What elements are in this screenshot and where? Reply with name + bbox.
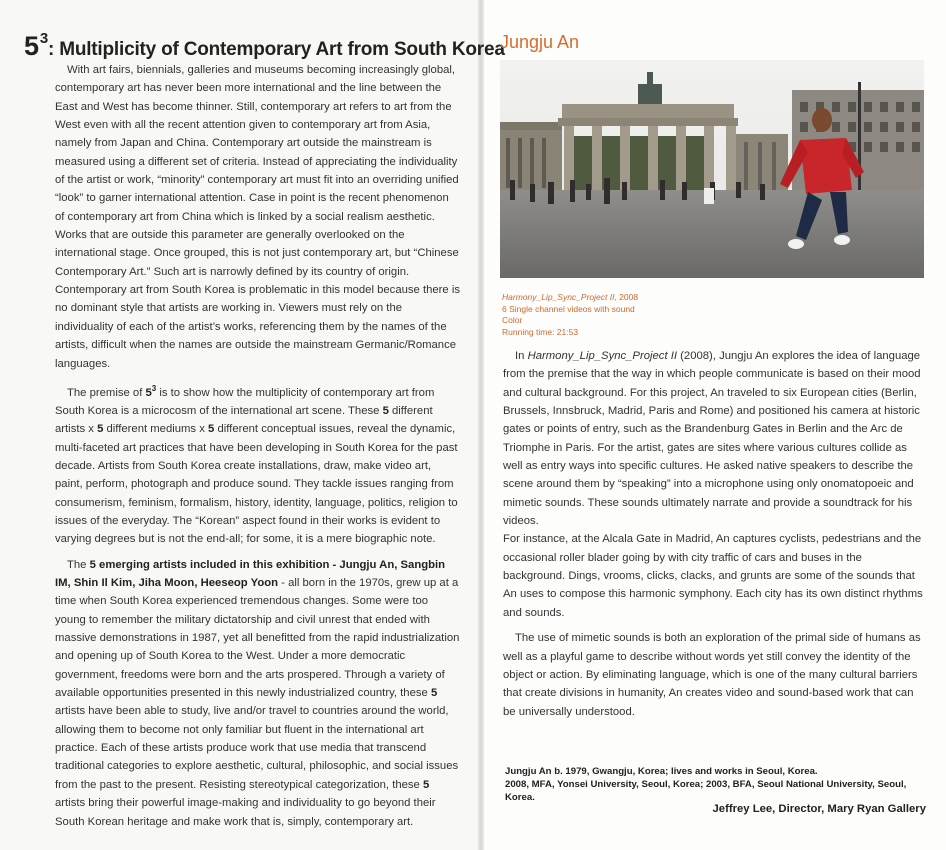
text-run: - all born in the 1970s, grew up at a time when South Korea experienced tremendous changes. Some were too young to remember the military dictatorship and civil unrest that ended with massive demonstrations in 1987, yet all benefitted from the rapid industrialization and opening up of South Korea to the West. Under a more democratic government, freedoms were born and the arts prospered. Through a variety of available opportunities presented in this newly industrialized country, these <box>55 577 460 700</box>
page-title <box>24 30 505 62</box>
text-run: artists have been able to study, live and/or travel to countries around the world, allowing them to become not only familiar but fluent in the international art practice. Each of these artists produce work that use media that transcend traditional categories to explore aesthetic, cultural, philosophic, and social issues from the past to the present. Resisting stereotypical categorization, these <box>55 705 459 791</box>
caption-year: , 2008 <box>614 292 639 302</box>
artist-paragraph-3: The use of mimetic sounds is both an exploration of the primal side of humans as well as a playful game to describe without words yet still convey the identity of the object or action. By eliminating language, which is one of the many cultural barriers that create divisions in humanity, An creates video and sound-based work that can be universally understood. <box>503 632 921 718</box>
caption-running-time: Running time: 21:53 <box>502 326 579 337</box>
text-run: is to show how the multiplicity of contemporary art from South Korea is a microcosm of the international art scene. These <box>55 386 435 417</box>
artwork-caption <box>502 292 638 338</box>
essay-body <box>55 61 461 838</box>
essay-paragraph-2 <box>55 380 461 549</box>
text-run: The premise of <box>67 386 146 399</box>
text-run: (2008), Jungju An explores the idea of language from the premise that the way in which people communicate is based on their mood and cultural background. For this project, An traveled to six European cities (Berlin, Brussels, Innsbruck, Madrid, Paris and Rome) and positioned his camera at historic gates or points of entry, such as the Brandenburg Gates in Berlin and the Arc de Triomphe in Paris. For the artist, gates are sites where various cultures collide as well as entry ways into specific cultures. He asked native speakers to describe the scene around them by “speaking” into a microphone using only onomatopoeic and mimetic sounds. These sounds ultimately narrate and provide a soundtrack for his videos. <box>503 350 921 528</box>
essay-paragraph-1: With art fairs, biennials, galleries and museums becoming increasingly global, contemporary art has never been more international and the line between the East and West has become thinner. Still, contemporary art refers to art from the West even with all the recent attention given to contemporary art from Asia, namely from Japan and China. Contemporary art outside the mainstream is measured using a different set of criteria. Instead of appreciating the individuality of the artist or work, “minority” contemporary art must fit into an overriding unified “look” to garner international attention. Case in point is the recent phenomenon of contemporary art from China which is linked by a social realism aesthetic. Works that are outside this parameter are generally overlooked on the international stage. Once grouped, this is not just contemporary art, but “Chinese Contemporary Art.” Such art is narrowly defined by its country of origin. Contemporary art from South Korea is problematic in this model because there is no dominant style that artists are working in. Viewers must rely on the individuality of each of the artist’s works, referencing them by the names of the artists, difficult when the names are outside the mainstream Germanic/Romance languages. <box>55 64 460 370</box>
italic-run: Harmony_Lip_Sync_Project II <box>527 350 678 362</box>
text-run: different mediums x <box>103 423 209 436</box>
bold-run: 5 <box>208 423 215 436</box>
text-run: In <box>515 350 528 362</box>
title-number: 5 <box>24 31 39 61</box>
caption-color: Color <box>502 315 523 325</box>
text-run: The <box>67 558 90 571</box>
caption-title-line <box>502 292 638 304</box>
bio-line-2: 2008, MFA, Yonsei University, Seoul, Korea; 2003, BFA, Seoul National University, Seoul, Korea. <box>505 779 907 803</box>
artist-paragraph-2: For instance, at the Alcala Gate in Madrid, An captures cyclists, pedestrians and the occasional roller blader going by with city traffic of cars and buses in the background. Dings, vrooms, clicks, clacks, and grunts are some of the sounds that An uses to compose this harmonic symphony. Each city has its own distinct rhythms and sounds. <box>503 533 923 619</box>
bold-run: 5 emerging artists included in this exhibition - Jungju An, Sangbin IM, Shin Il Kim, Jiha Moon, Heeseop Yoon <box>55 558 446 590</box>
text-run: artists bring their powerful image-making and individuality to go beyond their South Korean heritage and make work that is, simply, contemporary art. <box>55 797 436 828</box>
author-signature: Jeffrey Lee, Director, Mary Ryan Gallery <box>712 803 926 815</box>
bold-run: 5 <box>97 423 104 436</box>
bold-run: 5 <box>382 404 389 417</box>
brandenburg-gate-photo <box>500 60 924 278</box>
bold-run: 5 <box>145 386 152 399</box>
superscript-run: 3 <box>151 383 157 393</box>
artwork-photo <box>500 60 924 278</box>
artist-essay <box>503 347 923 728</box>
artist-heading: Jungju An <box>500 32 580 52</box>
artist-bio <box>505 765 925 804</box>
bold-run: 5 <box>430 687 438 700</box>
text-run: different artists x <box>55 404 433 436</box>
bio-line-1: Jungju An b. 1979, Gwangju, Korea; lives and works in Seoul, Korea. <box>505 766 818 777</box>
artist-paragraph-1 <box>503 347 923 530</box>
essay-paragraph-3 <box>55 556 461 831</box>
bold-run: 5 <box>422 778 430 791</box>
title-text: : Multiplicity of Contemporary Art from South Korea <box>47 39 505 60</box>
caption-title: Harmony_Lip_Sync_Project II <box>502 292 615 302</box>
text-run: different conceptual issues, reveal the dynamic, multi-faceted art practices that have been developing in South Korea for the past decade. Artists from South Korea create installations, draw, make video art, paint, perform, photograph and produce sound. They tackle issues ranging from consumerism, feminism, formalism, history, identity, language, politics, religion to issues of the everyday. The “Korean” aspect found in their works is evident to varying degrees but is not the end-all; for some, it is a mere biographic note. <box>55 423 458 546</box>
caption-medium: 6 Single channel videos with sound <box>502 303 635 314</box>
title-superscript: 3 <box>39 30 48 47</box>
